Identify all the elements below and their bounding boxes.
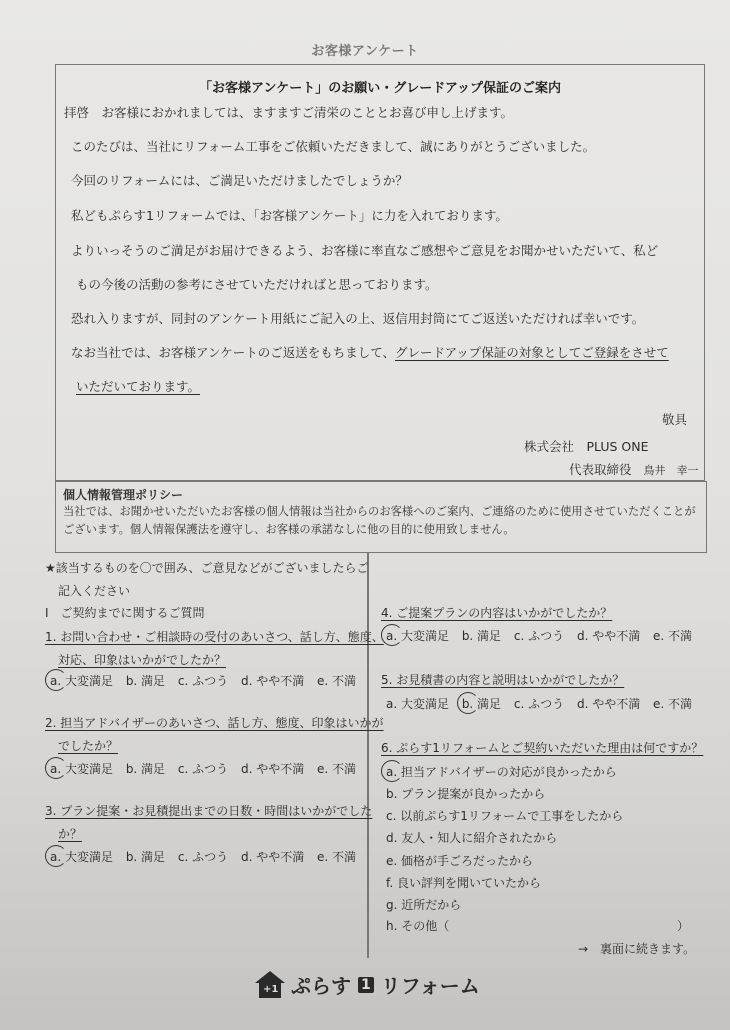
document-title: お客様アンケート [311,44,419,59]
q3-option-d[interactable]: d. やや不満 [240,850,305,864]
closing: 敬具 [661,412,687,427]
letter-box [55,64,705,481]
company-name: 株式会社 PLUS ONE [524,439,649,454]
question-3-title-2: か？ [58,827,83,841]
letter-line-8 [71,343,669,361]
representative-name: 鳥井 幸一 [643,464,699,477]
logo-text-2: リフォーム [380,974,480,998]
q6-option-e[interactable]: e. 価格が手ごろだったから [386,854,534,868]
q4-option-e[interactable]: e. 不満 [653,629,693,643]
question-1-options [50,672,365,689]
q2-option-d[interactable]: d. やや不満 [240,762,305,776]
survey-instruction-2: 記入ください [58,584,131,598]
question-1-title-1: 1. お問い合わせ・ご相談時の受付のあいさつ、話し方、態度、 [45,630,384,644]
question-1-title-2: 対応、印象はいかがでしたか？ [58,653,227,667]
q5-option-c[interactable]: c. ふつう [513,697,565,711]
question-4-title: 4. ご提案プランの内容はいかがでしたか？ [381,606,613,620]
q6-option-c[interactable]: c. 以前ぷらす1リフォームで工事をしたから [386,809,624,823]
question-2-title-1: 2. 担当アドバイザーのあいさつ、話し方、態度、印象はいかが [45,716,384,730]
question-6-title: 6. ぷらす1リフォームとご契約いただいた理由は何ですか？ [381,741,704,755]
letter-line-4: 私どもぷらす1リフォームでは、「お客様アンケート」に力を入れております。 [71,208,508,223]
q1-option-c[interactable]: c. ふつう [177,674,229,688]
representative [569,460,699,478]
q6-option-a[interactable] [386,763,617,780]
q6-option-b[interactable]: b. プラン提案が良かったから [386,787,546,801]
q6-option-g[interactable]: g. 近所だから [386,898,462,912]
question-4-options [386,627,701,644]
letter-line-7: 恐れ入りますが、同封のアンケート用紙にご記入の上、返信用封筒にてご返送いただければ幸いです。 [71,311,645,326]
question-3-title-1: 3. プラン提案・お見積提出までの日数・時間はいかがでした [45,804,373,818]
house-icon [255,971,285,999]
letter-line-5: よりいっそうのご満足がお届けできるよう、お客様に率直なご感想やご意見をお聞かせいただいて、私ど [71,243,659,258]
q1-option-b[interactable]: b. 満足 [125,674,166,688]
policy-title: 個人情報管理ポリシー [63,488,184,502]
letter-line-2: このたびは、当社にリフォーム工事をご依頼いただきまして、誠にありがとうございました。 [71,139,596,154]
q6-option-f[interactable]: f. 良い評判を聞いていたから [386,876,541,890]
continue-note: → 裏面に続きます。 [578,942,696,956]
privacy-policy-box [55,481,707,553]
q2-option-a[interactable]: a. 大変満足 [50,762,113,776]
q6-option-a-label: a. 担当アドバイザーの対応が良かったから [386,765,617,779]
q2-option-b[interactable]: b. 満足 [125,762,166,776]
letter-line-8-plain: なお当社では、お客様アンケートのご返送をもちまして、 [71,345,396,360]
q3-option-b[interactable]: b. 満足 [125,850,166,864]
q5-option-a[interactable]: a. 大変満足 [386,697,449,711]
column-divider [367,553,369,958]
logo-one-badge: 1 [358,977,374,993]
q3-option-e[interactable]: e. 不満 [317,850,357,864]
q4-option-b[interactable]: b. 満足 [461,629,502,643]
policy-text: 当社では、お聞かせいただいたお客様の個人情報は当社からのお客様へのご案内、ご連絡のために使用させていただくことがございます。個人情報保護法を遵守し、お客様の承諾なしに他の目的に使用致しません。 [63,505,696,536]
q1-option-d[interactable]: d. やや不満 [240,674,305,688]
letter-heading: 「お客様アンケート」のお願い・グレードアップ保証のご案内 [199,81,561,96]
question-5-options [386,695,701,712]
q1-option-a[interactable]: a. 大変満足 [50,674,113,688]
letter-line-6: もの今後の活動の参考にさせていただければと思っております。 [76,277,438,292]
letter-line-3: 今回のリフォームには、ご満足いただけましたでしょうか？ [71,173,408,188]
guarantee-underlined-text: グレードアップ保証の対象としてご登録をさせて [395,345,669,360]
question-2-title-2: でしたか？ [58,739,119,753]
question-2-options [50,760,365,777]
letter-line-9: いただいております。 [76,379,201,394]
company-logo [255,970,480,999]
q1-option-e[interactable]: e. 不満 [317,674,357,688]
q6-option-d[interactable]: d. 友人・知人に紹介されたから [386,831,558,845]
representative-title: 代表取締役 [569,462,632,477]
logo-text-1: ぷらす [291,974,351,998]
q6-other-close-paren: ） [677,919,690,933]
q3-option-a[interactable]: a. 大変満足 [50,850,113,864]
q5-option-d[interactable]: d. やや不満 [576,697,641,711]
q4-option-d[interactable]: d. やや不満 [576,629,641,643]
q5-option-e[interactable]: e. 不満 [653,697,693,711]
q4-option-c[interactable]: c. ふつう [513,629,565,643]
question-3-options [50,848,365,865]
q2-option-e[interactable]: e. 不満 [317,762,357,776]
question-5-title: 5. お見積書の内容と説明はいかがでしたか？ [381,673,625,687]
q2-option-c[interactable]: c. ふつう [177,762,229,776]
q6-option-h[interactable]: h. その他（ [386,919,450,933]
q5-option-b[interactable]: b. 満足 [461,697,502,711]
q4-option-a[interactable]: a. 大変満足 [386,629,449,643]
survey-instruction-1: ★該当するものを〇で囲み、ご意見などがございましたらご [45,561,369,575]
q3-option-c[interactable]: c. ふつう [177,850,229,864]
letter-line-1: 拝啓 お客様におかれましては、ますますご清栄のこととお喜び申し上げます。 [64,105,514,120]
section-title: Ⅰ ご契約までに関するご質問 [45,606,205,620]
